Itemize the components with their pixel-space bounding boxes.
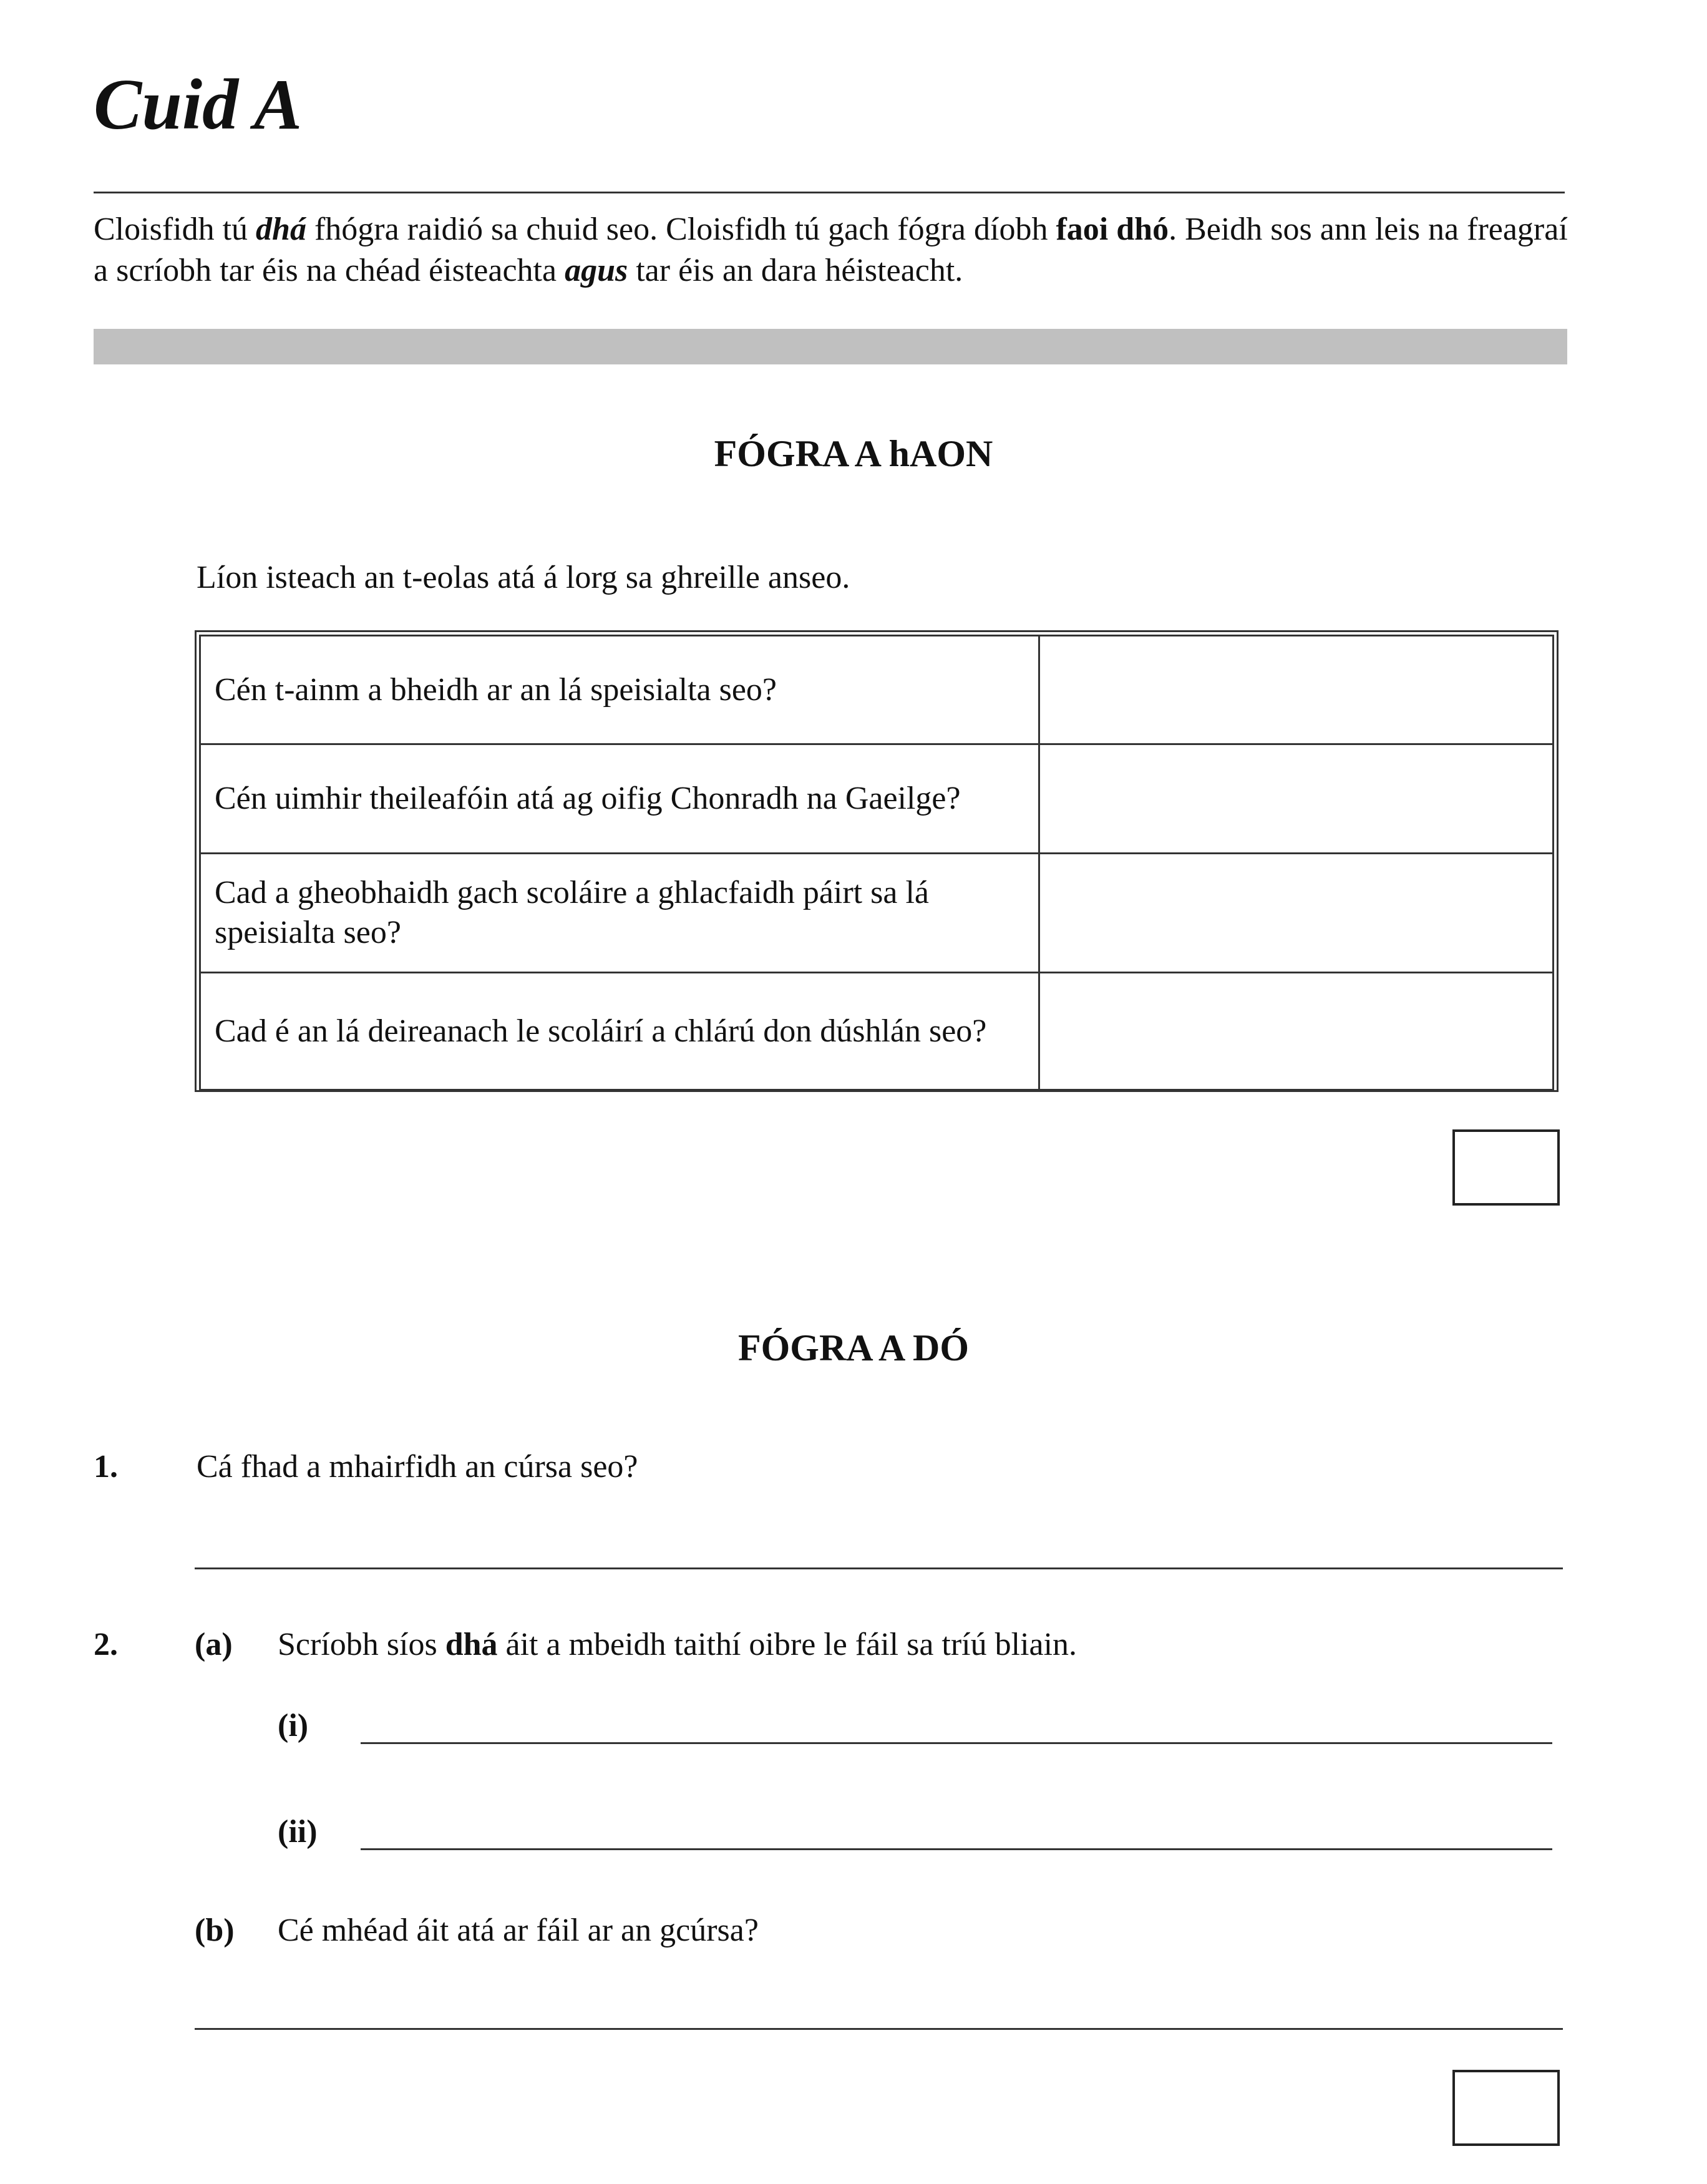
grid-instruction: Líon isteach an t-eolas atá á lorg sa ghreille anseo. bbox=[197, 560, 850, 595]
grid-question: Cad a gheobhaidh gach scoláire a ghlacfaidh páirt sa lá speisialta seo? bbox=[200, 854, 1039, 973]
grid-answer-cell[interactable] bbox=[1039, 636, 1554, 744]
grid-answer-cell[interactable] bbox=[1039, 854, 1554, 973]
answer-line-q1[interactable] bbox=[195, 1567, 1563, 1569]
examiner-mark-box[interactable] bbox=[1452, 1129, 1560, 1206]
question-2b-text: Cé mhéad áit atá ar fáil ar an gcúrsa? bbox=[278, 1913, 759, 1948]
question-2a-text-post: áit a mbeidh taithí oibre le fáil sa tríú bliain. bbox=[497, 1627, 1077, 1662]
intro-text-4: tar éis an dara héisteacht. bbox=[628, 253, 963, 288]
question-2a-text bbox=[278, 1629, 1077, 1661]
grid-question: Cén t-ainm a bheidh ar an lá speisialta seo? bbox=[200, 636, 1039, 744]
intro-text-1: Cloisfidh tú bbox=[94, 212, 256, 247]
grid-row bbox=[200, 744, 1554, 854]
grid-answer-cell[interactable] bbox=[1039, 973, 1554, 1090]
answer-line-2b[interactable] bbox=[195, 2028, 1563, 2030]
question-2a-i-label: (i) bbox=[278, 1708, 309, 1743]
grid-row bbox=[200, 636, 1554, 744]
question-2a-label: (a) bbox=[195, 1627, 233, 1662]
notice-two-heading: FÓGRA A DÓ bbox=[737, 1327, 970, 1368]
grid-answer-cell[interactable] bbox=[1039, 744, 1554, 854]
question-1-text: Cá fhad a mhairfidh an cúrsa seo? bbox=[197, 1449, 638, 1484]
question-1-number: 1. bbox=[94, 1449, 118, 1484]
grid-row bbox=[200, 973, 1554, 1090]
notice-one-heading: FÓGRA A hAON bbox=[714, 433, 993, 474]
intro-emph-faoi-dho: faoi dhó bbox=[1056, 212, 1169, 247]
grid-question: Cén uimhir theileafóin atá ag oifig Chonradh na Gaeilge? bbox=[200, 744, 1039, 854]
section-divider-bar bbox=[94, 329, 1567, 364]
question-2a-ii-label: (ii) bbox=[278, 1814, 318, 1850]
intro-emph-agus: agus bbox=[565, 253, 628, 288]
intro-paragraph bbox=[94, 209, 1572, 291]
title-rule bbox=[94, 192, 1565, 193]
answer-line-2a-i[interactable] bbox=[361, 1742, 1552, 1744]
question-2a-text-pre: Scríobh síos bbox=[278, 1627, 445, 1662]
question-2a-emph: dhá bbox=[445, 1627, 498, 1662]
grid-row bbox=[200, 854, 1554, 973]
intro-text-2: fhógra raidió sa chuid seo. Cloisfidh tú gach fógra díobh bbox=[306, 212, 1056, 247]
question-2-number: 2. bbox=[94, 1627, 118, 1662]
intro-text-3: . Beidh sos ann leis na freagraí a scríobh tar éis na chéad éisteachta bbox=[94, 212, 1568, 288]
question-2b-label: (b) bbox=[195, 1913, 235, 1948]
intro-emph-dha: dhá bbox=[256, 212, 306, 247]
answer-grid bbox=[195, 630, 1559, 1092]
section-title: Cuid A bbox=[94, 65, 303, 145]
examiner-mark-box[interactable] bbox=[1452, 2070, 1560, 2146]
grid-question: Cad é an lá deireanach le scoláirí a chlárú don dúshlán seo? bbox=[200, 973, 1039, 1090]
answer-line-2a-ii[interactable] bbox=[361, 1848, 1552, 1850]
